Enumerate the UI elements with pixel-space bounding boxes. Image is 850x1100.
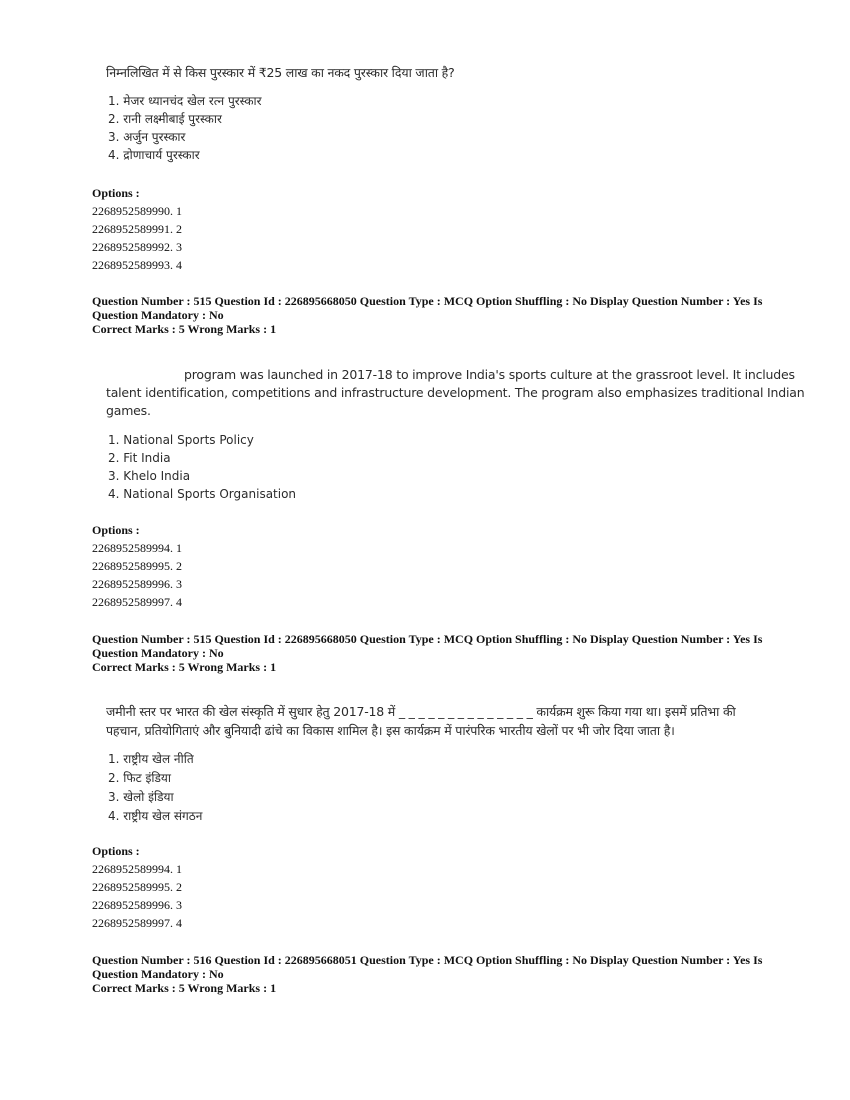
option-id: 2268952589991. 2 <box>92 222 182 236</box>
option-item: 2. रानी लक्ष्मीबाई पुरस्कार <box>108 112 222 126</box>
options-title: Options : <box>92 844 140 858</box>
options-title: Options : <box>92 186 140 200</box>
meta-line: Correct Marks : 5 Wrong Marks : 1 <box>92 981 277 995</box>
question-2-meta <box>92 294 772 336</box>
meta-line: Question Mandatory : No <box>92 646 224 660</box>
question-2-text-line-3: games. <box>106 403 151 418</box>
option-id: 2268952589993. 4 <box>92 258 182 272</box>
meta-line: Question Number : 515 Question Id : 226895668050 Question Type : MCQ Option Shuffling : No Display Question Number : Yes Is <box>92 294 763 308</box>
option-item: 3. अर्जुन पुरस्कार <box>108 130 186 144</box>
option-id: 2268952589996. 3 <box>92 898 182 912</box>
question-1-text: निम्नलिखित में से किस पुरस्कार में ₹25 लाख का नकद पुरस्कार दिया जाता है? <box>106 65 455 80</box>
option-item: 1. मेजर ध्यानचंद खेल रत्न पुरस्कार <box>108 94 262 108</box>
question-3-meta <box>92 632 772 674</box>
option-id: 2268952589997. 4 <box>92 595 182 609</box>
option-item: 1. National Sports Policy <box>108 433 254 447</box>
option-id: 2268952589996. 3 <box>92 577 182 591</box>
question-3-text-line-2: पहचान, प्रतियोगिताएं और बुनियादी ढांचे का विकास शामिल है। इस कार्यक्रम में पारंपरिक भारतीय खेलों पर भी जोर दिया जाता है। <box>106 723 675 738</box>
option-id: 2268952589994. 1 <box>92 541 182 555</box>
question-3-option-ids <box>92 842 182 932</box>
option-id: 2268952589995. 2 <box>92 880 182 894</box>
option-item: 3. खेलो इंडिया <box>108 790 174 804</box>
option-id: 2268952589992. 3 <box>92 240 182 254</box>
question-3-text-line-1: जमीनी स्तर पर भारत की खेल संस्कृति में सुधार हेतु 2017-18 में _ _ _ _ _ _ _ _ _ _ _ _ _ _ कार्यक्रम शुरू किया गया था। इसमें प्रतिभा की <box>106 704 736 719</box>
option-item: 4. National Sports Organisation <box>108 487 297 501</box>
options-title: Options : <box>92 523 140 537</box>
option-id: 2268952589995. 2 <box>92 559 182 573</box>
meta-line: Correct Marks : 5 Wrong Marks : 1 <box>92 322 277 336</box>
option-item: 4. राष्ट्रीय खेल संगठन <box>108 809 203 823</box>
question-2-options <box>108 431 296 503</box>
question-4-meta <box>92 953 772 995</box>
question-2-text-line-2: talent identification, competitions and infrastructure development. The program also emphasizes traditional Indian <box>106 385 805 400</box>
meta-line: Correct Marks : 5 Wrong Marks : 1 <box>92 660 277 674</box>
meta-line: Question Number : 515 Question Id : 226895668050 Question Type : MCQ Option Shuffling : No Display Question Number : Yes Is <box>92 632 763 646</box>
question-2-text-line-1: program was launched in 2017-18 to improve India's sports culture at the grassroot level. It includes <box>184 367 795 382</box>
question-1-options <box>108 92 262 164</box>
question-3-options <box>108 750 202 826</box>
option-item: 2. Fit India <box>108 451 171 465</box>
option-item: 1. राष्ट्रीय खेल नीति <box>108 752 194 766</box>
option-item: 4. द्रोणाचार्य पुरस्कार <box>108 148 200 162</box>
meta-line: Question Mandatory : No <box>92 308 224 322</box>
option-item: 3. Khelo India <box>108 469 191 483</box>
option-id: 2268952589997. 4 <box>92 916 182 930</box>
option-id: 2268952589994. 1 <box>92 862 182 876</box>
meta-line: Question Mandatory : No <box>92 967 224 981</box>
option-id: 2268952589990. 1 <box>92 204 182 218</box>
question-1-option-ids <box>92 184 182 274</box>
meta-line: Question Number : 516 Question Id : 226895668051 Question Type : MCQ Option Shuffling : No Display Question Number : Yes Is <box>92 953 763 967</box>
question-2-option-ids <box>92 521 182 611</box>
option-item: 2. फिट इंडिया <box>108 771 171 785</box>
